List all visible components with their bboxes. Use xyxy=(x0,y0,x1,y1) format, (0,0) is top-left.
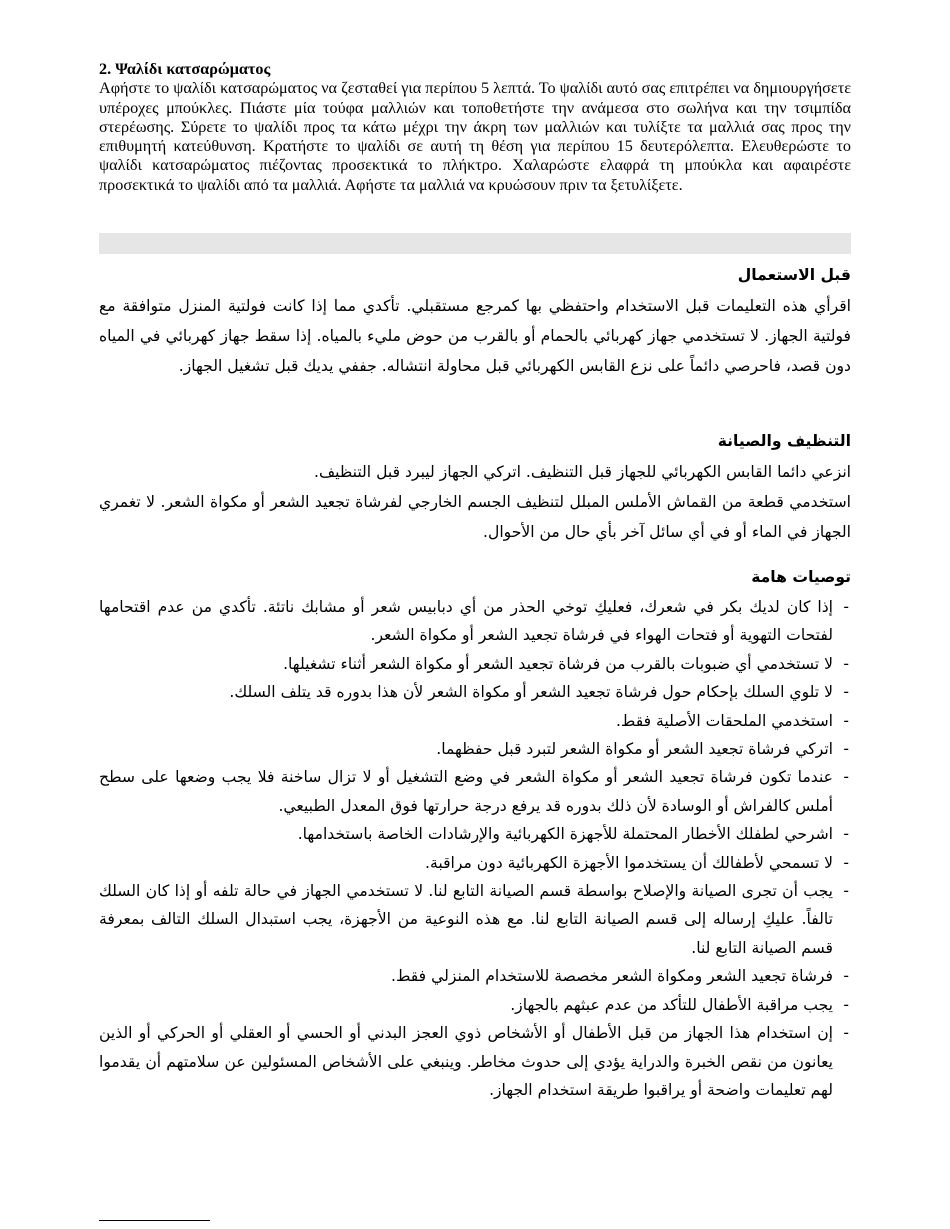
greek-section-body: Αφήστε το ψαλίδι κατσαρώματος να ζεσταθεί για περίπου 5 λεπτά. Το ψαλίδι αυτό σας επιτρέπει να δημιουργήσετε υπέροχες μπούκλες. Πιάστε μία τούφα μαλλιών και τοποθετήστε την ανάμεσα στο σωλήνα και την τσιμπίδα στερέωσης. Σύρετε το ψαλίδι προς τα κάτω μέχρι την άκρη των μαλλιών και τυλίξτε τα μαλλιά σας προς την επιθυμητή κατεύθυνση. Κρατήστε το ψαλίδι σε αυτή τη θέση για περίπου 15 δευτερόλεπτα. Ελευθερώστε το ψαλίδι κατσαρώματος πιέζοντας προσεκτικά το πλήκτρο. Χαλαρώστε ελαφρά τη μπούκλα και αφαιρέστε προσεκτικά το ψαλίδι από τα μαλλιά. Αφήστε τα μαλλιά να κρυώσουν πριν τα ξετυλίξετε. xyxy=(99,79,851,194)
cleaning-heading: التنظيف والصيانة xyxy=(717,432,851,450)
before-use-section xyxy=(99,264,851,381)
greek-section xyxy=(99,60,851,195)
recommendation-item: - استخدمي الملحقات الأصلية فقط. xyxy=(99,707,851,735)
before-use-heading: قبل الاستعمال xyxy=(737,266,851,284)
recommendation-item: - لا تستخدمي أي ضبوبات بالقرب من فرشاة تجعيد الشعر أو مكواة الشعر أثناء تشغيلها. xyxy=(99,650,851,678)
recommendation-item: - لا تلوي السلك بإحكام حول فرشاة تجعيد الشعر أو مكواة الشعر لأن هذا بدوره قد يتلف السلك. xyxy=(99,678,851,706)
recommendation-item: - إذا كان لديك بكر في شعرك، فعليكِ توخي الحذر من أي دبابيس شعر أو مشابك ناتئة. تأكدي من عدم اقتحامها لفتحات التهوية أو فتحات الهواء في فرشاة تجعيد الشعر أو مكواة الشعر. xyxy=(99,593,851,650)
recommendation-item: - فرشاة تجعيد الشعر ومكواة الشعر مخصصة للاستخدام المنزلي فقط. xyxy=(99,962,851,990)
recommendation-item: - لا تسمحي لأطفالك أن يستخدموا الأجهزة الكهربائية دون مراقبة. xyxy=(99,849,851,877)
recommendation-item: - يجب أن تجرى الصيانة والإصلاح بواسطة قسم الصيانة التابع لنا. لا تستخدمي الجهاز في حالة تلفه أو إذا كان السلك تالفاً. عليكِ إرساله إلى قسم الصيانة التابع لنا. مع هذه النوعية من الأجهزة، يجب استبدال السلك التالف بمعرفة قسم الصيانة التابع لنا. xyxy=(99,877,851,962)
recommendation-item: - عندما تكون فرشاة تجعيد الشعر أو مكواة الشعر في وضع التشغيل أو لا تزال ساخنة فلا يجب وضعها على سطح أملس كالفراش أو الوسادة لأن ذلك بدوره قد يرفع درجة حرارتها فوق المعدل الطبيعي. xyxy=(99,763,851,820)
cleaning-line-2: استخدمي قطعة من القماش الأملس المبلل لتنظيف الجسم الخارجي لفرشاة تجعيد الشعر أو مكواة الشعر. لا تغمري الجهاز في الماء أو في أي سائل آخر بأي حال من الأحوال. xyxy=(99,493,851,541)
greek-section-title: 2. Ψαλίδι κατσαρώματος xyxy=(99,60,271,78)
footnote-separator-line xyxy=(99,1220,210,1221)
recommendation-item: - اشرحي لطفلك الأخطار المحتملة للأجهزة الكهربائية والإرشادات الخاصة باستخدامها. xyxy=(99,820,851,848)
recommendation-item: - يجب مراقبة الأطفال للتأكد من عدم عبثهم بالجهاز. xyxy=(99,991,851,1019)
recommendations-heading: توصيات هامة xyxy=(751,568,851,586)
cleaning-line-1: انزعي دائما القابس الكهربائي للجهاز قبل التنظيف. اتركي الجهاز ليبرد قبل التنظيف. xyxy=(314,463,851,481)
section-divider-band xyxy=(99,233,851,254)
recommendation-item: - إن استخدام هذا الجهاز من قبل الأطفال أو الأشخاص ذوي العجز البدني أو الحسي أو العقلي أو الحركي أو الذين يعانون من نقص الخبرة والدراية يؤدي إلى حدوث مخاطر. وينبغي على الأشخاص المسئولين عن سلامتهم أن يقدموا لهم تعليمات واضحة أو يراقبوا طريقة استخدام الجهاز. xyxy=(99,1019,851,1104)
recommendation-item: - اتركي فرشاة تجعيد الشعر أو مكواة الشعر لتبرد قبل حفظهما. xyxy=(99,735,851,763)
cleaning-section xyxy=(99,430,851,547)
recommendations-section xyxy=(99,566,851,1104)
before-use-body: اقرأي هذه التعليمات قبل الاستخدام واحتفظي بها كمرجع مستقبلي. تأكدي مما إذا كانت فولتية المنزل متوافقة مع فولتية الجهاز. لا تستخدمي جهاز كهربائي بالحمام أو بالقرب من حوض مليء بالمياه. إذا سقط جهاز كهربائي في المياه دون قصد، فاحرصي دائماً على نزع القابس الكهربائي قبل محاولة انتشاله. جففي يديك قبل تشغيل الجهاز. xyxy=(99,297,851,375)
recommendations-list xyxy=(99,593,851,1104)
